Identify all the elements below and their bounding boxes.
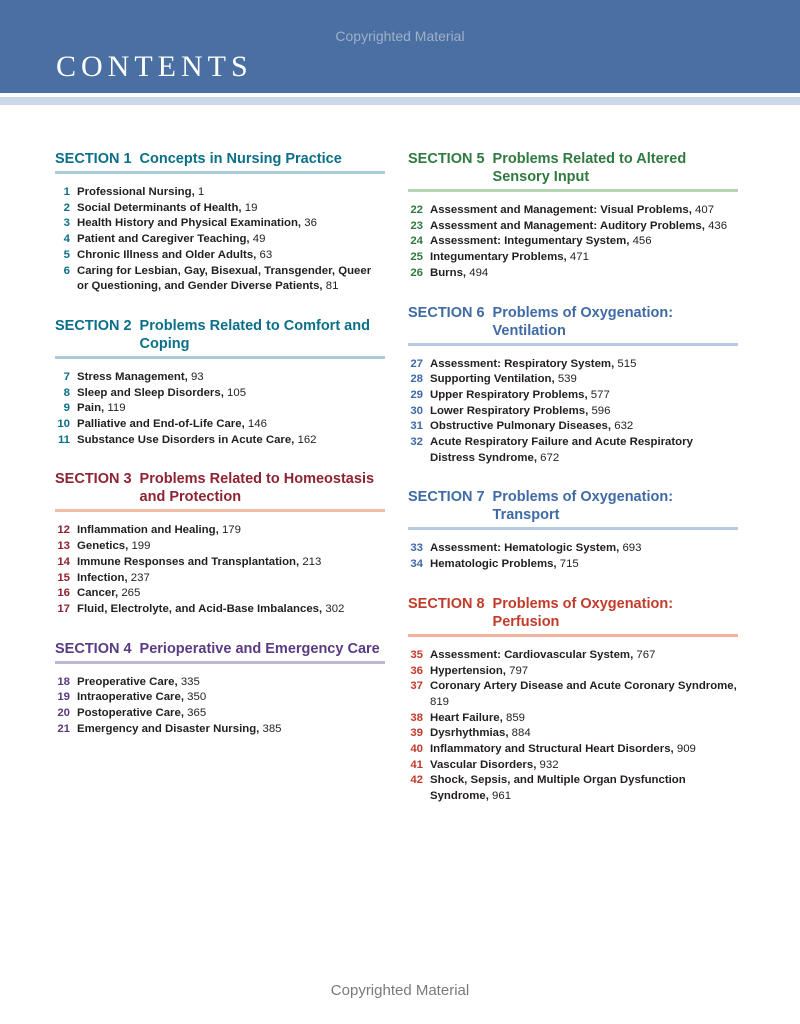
chapter-page-number: 335: [180, 675, 200, 688]
chapter-title: Postoperative Care,: [77, 707, 184, 720]
chapter-text: [430, 679, 738, 710]
chapter-entry[interactable]: [408, 711, 738, 727]
chapter-page-number: 407: [695, 204, 715, 216]
section-3: [55, 470, 385, 617]
chapter-entry[interactable]: [55, 417, 385, 433]
chapter-text: [430, 541, 738, 557]
section-label: SECTION 4: [55, 640, 132, 657]
chapter-number: 32: [410, 436, 423, 449]
chapter-text: [77, 675, 385, 691]
chapter-page-number: 456: [632, 235, 652, 248]
chapter-title: Assessment: Hematologic System,: [430, 542, 620, 555]
chapter-number: 22: [410, 204, 423, 216]
header-divider-light: [0, 97, 800, 105]
chapter-title: Preoperative Care,: [77, 675, 178, 688]
chapter-number: 13: [57, 540, 70, 553]
chapter-title: Professional Nursing,: [77, 186, 195, 198]
section-title: Problems of Oxygenation: Transport: [492, 489, 674, 524]
chapter-number: 8: [63, 386, 70, 399]
chapter-entry[interactable]: [55, 216, 385, 232]
chapter-title: Fluid, Electrolyte, and Acid-Base Imbalances,: [77, 602, 323, 615]
chapter-entry[interactable]: [55, 539, 385, 555]
section-4: [55, 640, 385, 738]
section-heading[interactable]: [408, 488, 738, 530]
chapter-page-number: 436: [708, 219, 728, 232]
chapter-number: 16: [57, 587, 70, 600]
chapter-text: [77, 386, 385, 402]
chapter-title: Coronary Artery Disease and Acute Coronary Syndrome,: [430, 680, 737, 693]
chapter-number: 1: [63, 186, 70, 198]
chapter-number: 7: [63, 370, 70, 383]
chapter-text: [430, 250, 738, 266]
chapter-page-number: 385: [262, 722, 282, 735]
chapter-number: 20: [57, 707, 70, 720]
chapter-text: [430, 404, 738, 420]
chapter-text: [77, 539, 385, 555]
chapter-number: 25: [410, 251, 423, 264]
chapter-entry[interactable]: [408, 250, 738, 266]
chapter-number: 34: [410, 558, 423, 571]
chapter-title: Burns,: [430, 266, 467, 279]
chapter-page-number: 577: [590, 388, 610, 401]
chapter-title: Supporting Ventilation,: [430, 373, 555, 386]
chapter-entry[interactable]: [408, 726, 738, 742]
chapter-text: [430, 758, 738, 774]
chapter-number: 33: [410, 542, 423, 555]
chapter-entry[interactable]: [55, 675, 385, 691]
chapter-page-number: 961: [492, 790, 512, 803]
chapter-number: 4: [63, 233, 70, 246]
chapter-entry[interactable]: [55, 722, 385, 738]
chapter-page-number: 672: [540, 451, 560, 464]
chapter-number: 42: [410, 774, 423, 787]
page-title: CONTENTS: [56, 50, 253, 83]
chapter-page-number: 162: [297, 433, 317, 446]
watermark-bottom: Copyrighted Material: [330, 982, 470, 999]
chapter-title: Acute Respiratory Failure and Acute Respiratory Distress Syndrome,: [430, 436, 693, 464]
chapter-text: [77, 417, 385, 433]
chapter-entry[interactable]: [55, 370, 385, 386]
chapter-number: 27: [410, 357, 423, 370]
chapter-number: 28: [410, 373, 423, 386]
section-title: Concepts in Nursing Practice: [139, 151, 342, 167]
chapter-text: [430, 742, 738, 758]
chapter-list: [408, 357, 738, 467]
chapter-page-number: 715: [559, 558, 579, 571]
chapter-entry[interactable]: [408, 557, 738, 573]
chapter-entry[interactable]: [408, 388, 738, 404]
chapter-page-number: 81: [325, 280, 339, 293]
chapter-page-number: 179: [221, 524, 241, 537]
chapter-text: [430, 372, 738, 388]
chapter-entry[interactable]: [408, 203, 738, 219]
chapter-entry[interactable]: [408, 758, 738, 774]
chapter-page-number: 693: [622, 542, 642, 555]
chapter-title: Hypertension,: [430, 664, 506, 677]
chapter-number: 36: [410, 664, 423, 677]
watermark-top: Copyrighted Material: [335, 28, 465, 44]
section-title: Problems Related to Homeostasis and Protection: [139, 471, 375, 506]
chapter-number: 2: [63, 201, 70, 214]
chapter-text: [77, 401, 385, 417]
chapter-page-number: 1: [197, 186, 205, 198]
section-label: SECTION 7: [408, 489, 485, 506]
chapter-number: 12: [57, 524, 70, 537]
chapter-number: 26: [410, 266, 423, 279]
chapter-entry[interactable]: [55, 706, 385, 722]
chapter-number: 21: [57, 722, 70, 735]
chapter-title: Vascular Disorders,: [430, 758, 537, 771]
chapter-page-number: 365: [187, 707, 207, 720]
chapter-entry[interactable]: [408, 404, 738, 420]
chapter-entry[interactable]: [408, 648, 738, 664]
chapter-entry[interactable]: [408, 234, 738, 250]
chapter-page-number: 350: [187, 691, 207, 704]
chapter-text: [430, 711, 738, 727]
chapter-number: 31: [410, 420, 423, 433]
chapter-number: 19: [57, 691, 70, 704]
chapter-entry[interactable]: [408, 664, 738, 680]
chapter-entry[interactable]: [408, 266, 738, 282]
chapter-page-number: 302: [325, 602, 345, 615]
chapter-text: [430, 388, 738, 404]
chapter-page-number: 819: [430, 695, 450, 708]
chapter-title: Stress Management,: [77, 370, 188, 383]
section-label: SECTION 5: [408, 151, 485, 167]
chapter-entry[interactable]: [408, 742, 738, 758]
chapter-title: Integumentary Problems,: [430, 251, 567, 264]
chapter-entry[interactable]: [55, 232, 385, 248]
chapter-title: Lower Respiratory Problems,: [430, 404, 589, 417]
chapter-entry[interactable]: [55, 264, 385, 295]
chapter-title: Caring for Lesbian, Gay, Bisexual, Transgender, Queer or Questioning, and Gender Diverse Patients,: [77, 264, 372, 293]
chapter-text: [430, 557, 738, 573]
chapter-page-number: 932: [539, 758, 559, 771]
chapter-entry[interactable]: [408, 219, 738, 235]
chapter-entry[interactable]: [408, 435, 738, 466]
chapter-text: [430, 219, 738, 235]
chapter-entry[interactable]: [55, 602, 385, 618]
chapter-page-number: 539: [557, 373, 577, 386]
chapter-text: [77, 571, 385, 587]
chapter-entry[interactable]: [55, 433, 385, 449]
chapter-page-number: 471: [569, 251, 589, 264]
chapter-text: [77, 216, 385, 232]
chapter-number: 23: [410, 219, 423, 232]
chapter-page-number: 859: [505, 711, 525, 724]
chapter-page-number: 797: [509, 664, 529, 677]
chapter-entry[interactable]: [55, 586, 385, 602]
chapter-page-number: 632: [614, 420, 634, 433]
chapter-number: 10: [57, 418, 70, 431]
chapter-number: 40: [410, 743, 423, 756]
section-label: SECTION 2: [55, 317, 132, 334]
chapter-page-number: 63: [259, 248, 273, 261]
chapter-title: Heart Failure,: [430, 711, 503, 724]
chapter-title: Upper Respiratory Problems,: [430, 388, 588, 401]
chapter-page-number: 884: [511, 727, 531, 740]
chapter-page-number: 767: [636, 648, 656, 661]
chapter-entry[interactable]: [55, 401, 385, 417]
chapter-entry[interactable]: [408, 419, 738, 435]
chapter-text: [77, 248, 385, 264]
chapter-entry[interactable]: [55, 690, 385, 706]
chapter-list: [408, 541, 738, 572]
chapter-text: [77, 370, 385, 386]
section-label: SECTION 3: [55, 471, 132, 488]
chapter-title: Inflammation and Healing,: [77, 524, 219, 537]
chapter-text: [77, 555, 385, 571]
chapter-title: Health History and Physical Examination,: [77, 217, 302, 230]
chapter-page-number: 93: [190, 370, 204, 383]
chapter-text: [77, 523, 385, 539]
chapter-text: [430, 435, 738, 466]
section-heading[interactable]: [55, 470, 385, 512]
chapter-title: Inflammatory and Structural Heart Disorders,: [430, 743, 674, 756]
chapter-title: Intraoperative Care,: [77, 691, 184, 704]
chapter-text: [430, 203, 738, 219]
toc-right-column: [408, 150, 738, 827]
section-title: Problems Related to Comfort and Coping: [139, 317, 370, 352]
chapter-text: [430, 726, 738, 742]
chapter-title: Assessment: Respiratory System,: [430, 357, 615, 370]
chapter-text: [77, 264, 385, 295]
chapter-number: 3: [63, 217, 70, 230]
chapter-number: 30: [410, 404, 423, 417]
chapter-entry[interactable]: [55, 248, 385, 264]
chapter-title: Assessment: Integumentary System,: [430, 235, 630, 248]
chapter-entry[interactable]: [55, 185, 385, 201]
chapter-number: 5: [63, 248, 70, 261]
chapter-text: [77, 232, 385, 248]
chapter-page-number: 596: [591, 404, 611, 417]
chapter-title: Assessment: Cardiovascular System,: [430, 648, 634, 661]
section-8: [408, 595, 738, 805]
chapter-entry[interactable]: [55, 571, 385, 587]
chapter-page-number: 146: [247, 418, 267, 431]
section-title: Problems of Oxygenation: Perfusion: [492, 595, 674, 630]
chapter-text: [430, 234, 738, 250]
chapter-number: 18: [57, 675, 70, 688]
chapter-number: 37: [410, 680, 423, 693]
chapter-entry[interactable]: [408, 541, 738, 557]
chapter-page-number: 237: [130, 571, 150, 584]
chapter-title: Obstructive Pulmonary Diseases,: [430, 420, 612, 433]
chapter-title: Patient and Caregiver Teaching,: [77, 233, 250, 246]
chapter-text: [77, 586, 385, 602]
chapter-text: [430, 648, 738, 664]
section-6: [408, 304, 738, 467]
chapter-title: Shock, Sepsis, and Multiple Organ Dysfunction Syndrome,: [430, 774, 686, 803]
section-title: Problems Related to Altered Sensory Input: [492, 151, 687, 185]
section-heading[interactable]: [55, 150, 385, 174]
chapter-text: [77, 722, 385, 738]
chapter-text: [77, 706, 385, 722]
chapter-number: 11: [57, 433, 70, 446]
chapter-number: 35: [410, 648, 423, 661]
chapter-title: Pain,: [77, 402, 105, 415]
chapter-text: [430, 773, 738, 804]
chapter-number: 17: [57, 602, 70, 615]
chapter-text: [77, 690, 385, 706]
chapter-page-number: 199: [131, 540, 151, 553]
chapter-number: 41: [410, 758, 423, 771]
section-heading[interactable]: [408, 304, 738, 346]
chapter-text: [430, 266, 738, 282]
chapter-number: 38: [410, 711, 423, 724]
chapter-title: Dysrhythmias,: [430, 727, 509, 740]
section-5: [408, 150, 738, 282]
section-heading[interactable]: [55, 640, 385, 664]
chapter-title: Immune Responses and Transplantation,: [77, 555, 300, 568]
chapter-title: Chronic Illness and Older Adults,: [77, 248, 257, 261]
section-heading[interactable]: [408, 150, 738, 192]
chapter-entry[interactable]: [408, 372, 738, 388]
section-label: SECTION 6: [408, 304, 485, 321]
chapter-number: 6: [63, 264, 70, 277]
chapter-title: Emergency and Disaster Nursing,: [77, 722, 260, 735]
chapter-entry[interactable]: [55, 555, 385, 571]
chapter-title: Assessment and Management: Visual Problems,: [430, 204, 692, 216]
chapter-title: Social Determinants of Health,: [77, 201, 242, 214]
chapter-text: [77, 185, 385, 201]
section-1: [55, 150, 385, 295]
chapter-page-number: 515: [617, 357, 637, 370]
chapter-text: [430, 419, 738, 435]
chapter-number: 9: [63, 402, 70, 415]
chapter-page-number: 119: [107, 402, 126, 415]
chapter-title: Sleep and Sleep Disorders,: [77, 386, 224, 399]
chapter-list: [55, 370, 385, 449]
chapter-page-number: 213: [302, 555, 322, 568]
chapter-number: 15: [57, 571, 70, 584]
section-heading[interactable]: [55, 317, 385, 359]
chapter-title: Assessment and Management: Auditory Problems,: [430, 219, 705, 232]
toc-left-column: [55, 150, 385, 759]
chapter-number: 29: [410, 388, 423, 401]
chapter-text: [77, 433, 385, 449]
chapter-list: [408, 203, 738, 282]
chapter-entry[interactable]: [408, 357, 738, 373]
chapter-number: 24: [410, 235, 423, 248]
chapter-text: [430, 664, 738, 680]
chapter-text: [430, 357, 738, 373]
chapter-entry[interactable]: [55, 386, 385, 402]
chapter-title: Hematologic Problems,: [430, 558, 557, 571]
chapter-number: 14: [57, 555, 70, 568]
chapter-page-number: 265: [121, 587, 141, 600]
chapter-list: [55, 523, 385, 617]
section-7: [408, 488, 738, 572]
chapter-page-number: 36: [304, 217, 317, 230]
section-title: Perioperative and Emergency Care: [139, 640, 380, 657]
chapter-page-number: 49: [252, 233, 266, 246]
chapter-list: [55, 675, 385, 738]
chapter-entry[interactable]: [408, 679, 738, 710]
section-label: SECTION 1: [55, 151, 132, 167]
chapter-title: Cancer,: [77, 587, 119, 600]
chapter-title: Genetics,: [77, 540, 129, 553]
section-heading[interactable]: [408, 595, 738, 637]
chapter-page-number: 105: [227, 386, 247, 399]
chapter-list: [408, 648, 738, 805]
chapter-page-number: 19: [244, 201, 258, 214]
chapter-list: [55, 185, 385, 295]
section-title: Problems of Oxygenation: Ventilation: [492, 304, 674, 339]
chapter-entry[interactable]: [55, 523, 385, 539]
chapter-title: Palliative and End-of-Life Care,: [77, 418, 245, 431]
section-2: [55, 317, 385, 449]
chapter-title: Substance Use Disorders in Acute Care,: [77, 433, 295, 446]
chapter-entry[interactable]: [408, 773, 738, 804]
chapter-number: 39: [410, 727, 423, 740]
section-label: SECTION 8: [408, 595, 485, 612]
chapter-title: Infection,: [77, 571, 128, 584]
chapter-page-number: 494: [469, 266, 489, 279]
chapter-text: [77, 602, 385, 618]
chapter-page-number: 909: [676, 743, 696, 756]
chapter-text: [77, 201, 385, 217]
chapter-entry[interactable]: [55, 201, 385, 217]
